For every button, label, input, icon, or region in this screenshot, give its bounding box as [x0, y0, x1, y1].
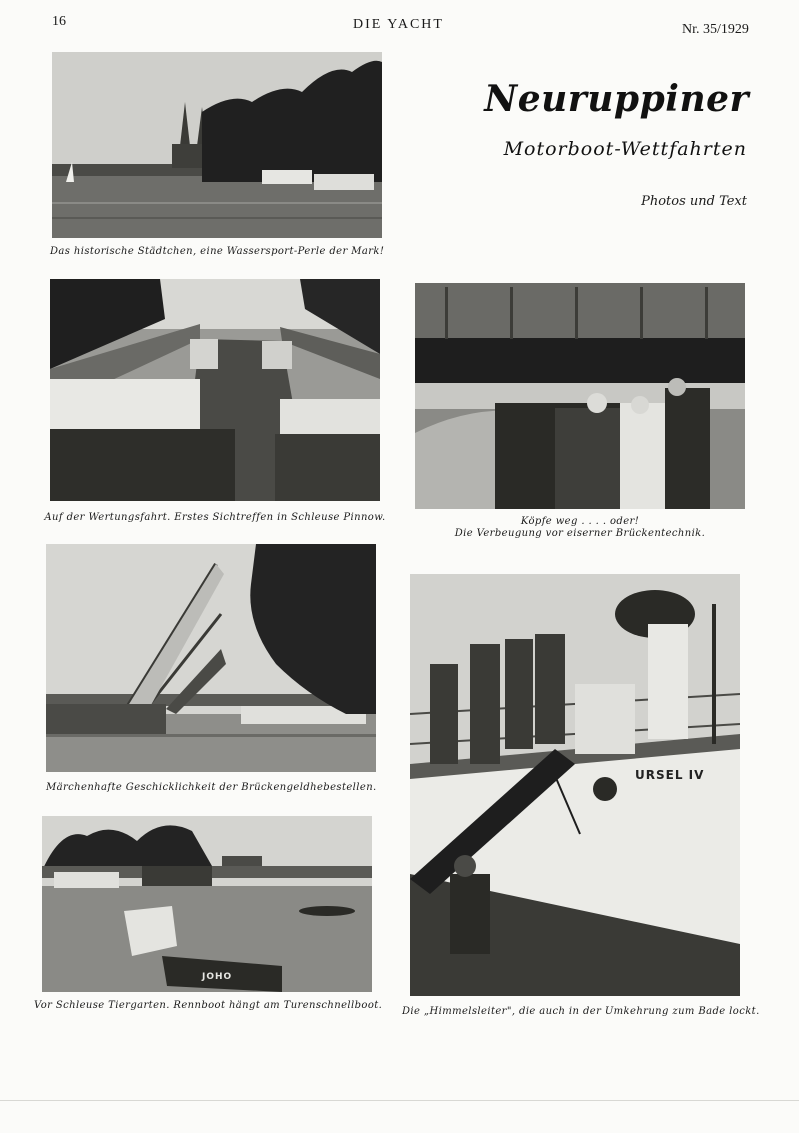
photo-lock-pinnow	[50, 279, 380, 501]
magazine-title: DIE YACHT	[353, 17, 444, 32]
page-number: 16	[52, 14, 66, 29]
caption-lock-pinnow: Auf der Wertungsfahrt. Erstes Sichtreffen in Schleuse Pinnow.	[44, 512, 386, 523]
article-subtitle: Motorboot-Wettfahrten	[503, 138, 747, 160]
photo-schleuse-tiergarten	[42, 816, 372, 992]
boat-name-ursel: URSEL IV	[635, 768, 705, 782]
article-title: Neuruppiner	[484, 78, 749, 120]
issue-number: Nr. 35/1929	[682, 22, 749, 37]
caption-historic-town: Das historische Städtchen, eine Wassersport-Perle der Mark!	[50, 246, 385, 257]
caption-himmelsleiter: Die „Himmelsleiter", die auch in der Umkehrung zum Bade lockt.	[402, 1006, 760, 1017]
photo-himmelsleiter	[410, 574, 740, 996]
photo-iron-bridge	[415, 283, 745, 509]
photo-credit: Photos und Text	[641, 194, 747, 209]
caption-bridge-line2: Die Verbeugung vor eiserner Brückentechnik.	[454, 528, 706, 539]
caption-drawbridge: Märchenhafte Geschicklichkeit der Brückengeldhebestellen.	[46, 782, 377, 793]
caption-bridge-line1: Köpfe weg . . . . oder!	[520, 516, 640, 527]
page-bottom-rule	[0, 1100, 799, 1101]
photo-historic-town	[52, 52, 382, 238]
caption-schleuse-tiergarten: Vor Schleuse Tiergarten. Rennboot hängt am Turenschnellboot.	[34, 1000, 383, 1011]
photo-drawbridge	[46, 544, 376, 772]
rennboot-name-joho: JOHO	[202, 972, 233, 982]
